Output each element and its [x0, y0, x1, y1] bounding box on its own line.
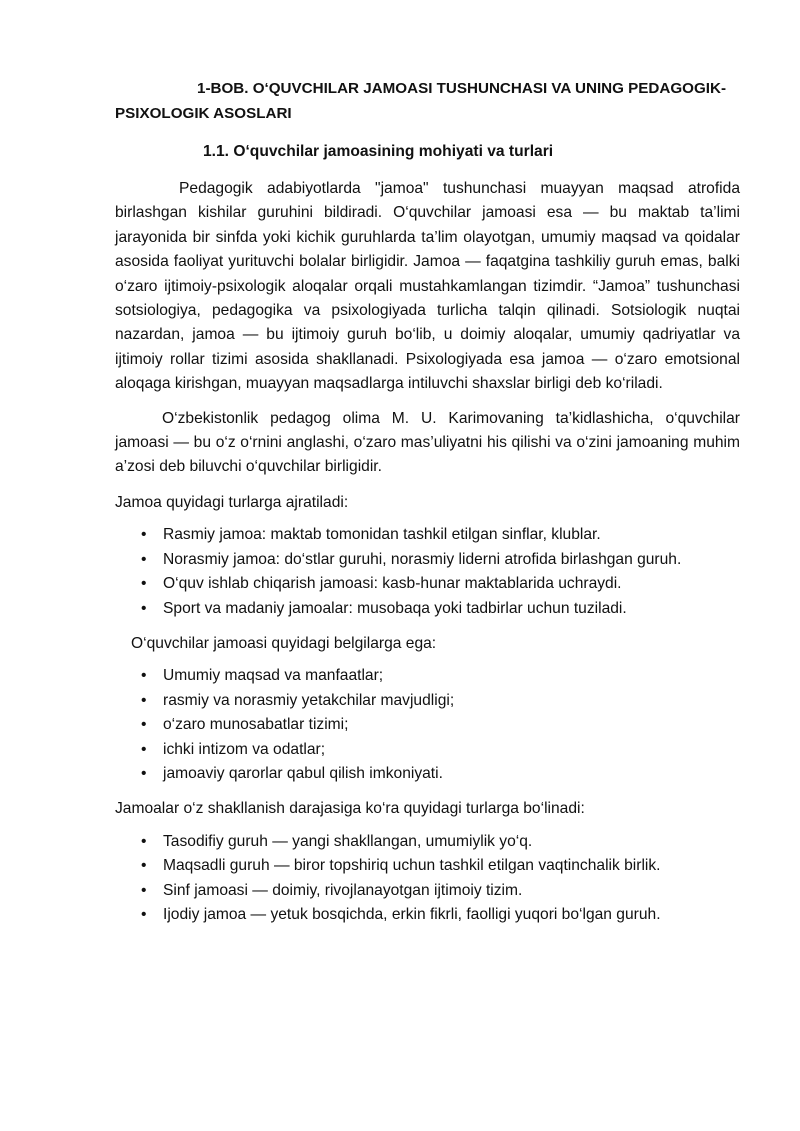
types-intro: Jamoa quyidagi turlarga ajratiladi: — [115, 493, 349, 511]
features-intro: O‘quvchilar jamoasi quyidagi belgilarga ega: — [131, 634, 437, 652]
list-item — [115, 713, 740, 737]
list-item-text: o‘zaro munosabatlar tizimi; — [163, 716, 349, 734]
list-item — [115, 762, 740, 786]
bullet-icon: • — [141, 550, 147, 568]
list-item-text: Norasmiy jamoa: do‘stlar guruhi, norasmiy liderni atrofida birlashgan guruh. — [163, 550, 682, 568]
list-item-text: Maqsadli guruh — biror topshiriq uchun tashkil etilgan vaqtinchalik birlik. — [163, 857, 661, 875]
levels-intro: Jamoalar o‘z shakllanish darajasiga ko‘ra quyidagi turlarga bo‘linadi: — [115, 800, 585, 818]
bullet-icon: • — [141, 575, 147, 593]
bullet-icon: • — [141, 599, 147, 617]
list-item-text: jamoaviy qarorlar qabul qilish imkoniyati. — [163, 764, 443, 782]
features-list — [115, 664, 740, 786]
list-item-text: ichki intizom va odatlar; — [163, 740, 326, 758]
types-list — [115, 523, 740, 621]
paragraph-definition: Pedagogik adabiyotlarda "jamoa" tushunchasi muayyan maqsad atrofida birlashgan kishilar guruhini bildiradi. O‘quvchilar jamoasi esa — bu maktab ta’limi jarayonida bir sinfda yoki kichik guruhlarda ta’lim olayotgan, umumiy maqsad va qoidalar asosida faoliyat yurituvchi bolalar birligidir. Jamoa — faqatgina tashkiliy guruh emas, balki o‘zaro ijtimoiy-psixologik aloqalar orqali mustahkamlangan tizimdir. “Jamoa” tushunchasi sotsiologiya, pedagogika va psixologiyada turlicha talqin qilinadi. Sotsiologik nuqtai nazardan, jamoa — bu ijtimoiy guruh bo‘lib, u doimiy aloqalar, umumiy qadriyatlar va ijtimoiy rollar tizimi asosida shakllanadi. Psixologiyada esa jamoa — o‘zaro emotsional aloqaga kirishgan, muayyan maqsadlarga intiluvchi shaxslar birligi deb ko‘riladi. — [115, 180, 740, 393]
chapter-title: 1-BOB. O‘QUVCHILAR JAMOASI TUSHUNCHASI VA UNING PEDAGOGIK-PSIXOLOGIK ASOSLARI — [115, 80, 727, 122]
bullet-icon: • — [141, 691, 147, 709]
list-item-text: Rasmiy jamoa: maktab tomonidan tashkil etilgan sinflar, klublar. — [163, 526, 601, 544]
list-item-text: Tasodifiy guruh — yangi shakllangan, umumiylik yo‘q. — [163, 832, 533, 850]
list-item-text: O‘quv ishlab chiqarish jamoasi: kasb-hunar maktablarida uchraydi. — [163, 575, 622, 593]
list-item — [115, 597, 740, 621]
list-item-text: rasmiy va norasmiy yetakchilar mavjudligi; — [163, 691, 455, 709]
list-item — [115, 903, 740, 927]
list-item — [115, 854, 740, 878]
list-item — [115, 830, 740, 854]
section-title: 1.1. O‘quvchilar jamoasining mohiyati va turlari — [203, 143, 554, 160]
list-item-text: Umumiy maqsad va manfaatlar; — [163, 667, 384, 685]
list-item — [115, 879, 740, 903]
list-item — [115, 548, 740, 572]
bullet-icon: • — [141, 764, 147, 782]
levels-list — [115, 830, 740, 928]
bullet-icon: • — [141, 667, 147, 685]
paragraph-karimova: O‘zbekistonlik pedagog olima M. U. Karimovaning ta’kidlashicha, o‘quvchilar jamoasi — bu o‘z o‘rnini anglashi, o‘zaro mas’uliyatni his qilishi va o‘zini jamoaning muhim a’zosi deb biluvchi o‘quvchilar birligidir. — [115, 409, 740, 476]
bullet-icon: • — [141, 881, 147, 899]
bullet-icon: • — [141, 832, 147, 850]
bullet-icon: • — [141, 716, 147, 734]
list-item — [115, 689, 740, 713]
list-item — [115, 664, 740, 688]
list-item-text: Sport va madaniy jamoalar: musobaqa yoki tadbirlar uchun tuziladi. — [163, 599, 627, 617]
bullet-icon: • — [141, 740, 147, 758]
list-item-text: Sinf jamoasi — doimiy, rivojlanayotgan ijtimoiy tizim. — [163, 881, 523, 899]
list-item — [115, 572, 740, 596]
list-item — [115, 523, 740, 547]
bullet-icon: • — [141, 857, 147, 875]
bullet-icon: • — [141, 905, 147, 923]
list-item-text: Ijodiy jamoa — yetuk bosqichda, erkin fikrli, faolligi yuqori bo‘lgan guruh. — [163, 905, 661, 923]
bullet-icon: • — [141, 526, 147, 544]
list-item — [115, 738, 740, 762]
